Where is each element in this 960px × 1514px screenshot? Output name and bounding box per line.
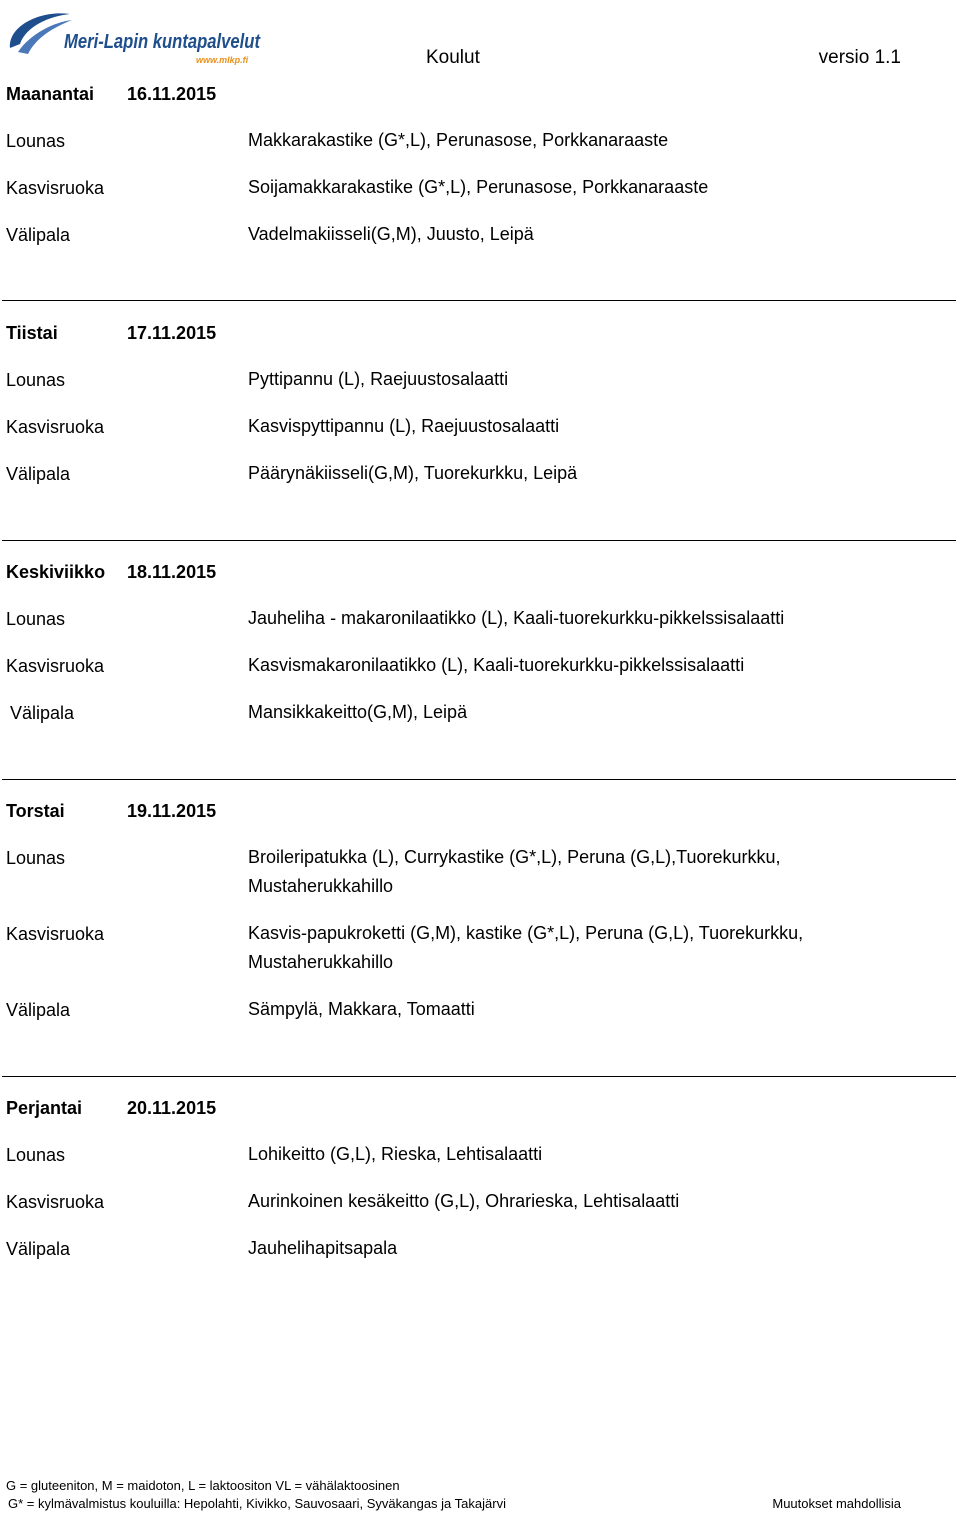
meal-text: Jauheliha - makaronilaatikko (L), Kaali-tuorekurkku-pikkelssisalaatti <box>248 608 785 628</box>
meal-text: Kasvispyttipannu (L), Raejuustosalaatti <box>248 416 560 436</box>
logo-url: www.mlkp.fi <box>196 55 249 65</box>
document-type: Koulut <box>426 47 480 68</box>
day-name: Perjantai <box>6 1098 83 1118</box>
meal-label: Välipala <box>6 1239 71 1259</box>
meal-label: Lounas <box>6 131 66 151</box>
meal-label: Lounas <box>6 848 66 868</box>
meal-label: Välipala <box>6 1000 71 1020</box>
day-name: Torstai <box>6 801 65 821</box>
footer-note: G* = kylmävalmistus kouluilla: Hepolahti, Kivikko, Sauvosaari, Syväkangas ja Takajärvi <box>8 1496 506 1511</box>
meal-text: Sämpylä, Makkara, Tomaatti <box>248 999 475 1019</box>
meal-label: Kasvisruoka <box>6 178 105 198</box>
day-name: Tiistai <box>6 323 58 343</box>
logo-text: Meri-Lapin kuntapalvelut <box>64 31 262 53</box>
meal-label: Välipala <box>6 225 71 245</box>
meal-text: Pyttipannu (L), Raejuustosalaatti <box>248 369 509 389</box>
meal-text: Makkarakastike (G*,L), Perunasose, Porkkanaraaste <box>248 130 669 150</box>
day-name: Maanantai <box>6 84 95 104</box>
meal-text: Mansikkakeitto(G,M), Leipä <box>248 702 468 722</box>
day-date: 17.11.2015 <box>127 323 217 343</box>
day-divider <box>2 779 956 780</box>
day-divider <box>2 300 956 301</box>
company-logo <box>6 4 262 68</box>
meal-label: Lounas <box>6 1145 66 1165</box>
day-header <box>0 556 960 588</box>
logo-swoosh-icon <box>10 13 70 48</box>
day-divider <box>2 540 956 541</box>
footer-changes-note: Muutokset mahdollisia <box>772 1496 901 1511</box>
meal-text: Vadelmakiisseli(G,M), Juusto, Leipä <box>248 224 534 244</box>
day-name: Keskiviikko <box>6 562 106 582</box>
meal-label: Kasvisruoka <box>6 417 105 437</box>
day-divider <box>2 1076 956 1077</box>
footer-legend: G = gluteeniton, M = maidoton, L = laktoositon VL = vähälaktoosinen <box>6 1478 400 1493</box>
day-date: 19.11.2015 <box>127 801 217 821</box>
meal-text: Broileripatukka (L), Currykastike (G*,L), Peruna (G,L),Tuorekurkku, Mustaherukkahillo <box>248 847 781 896</box>
meal-label: Välipala <box>10 703 75 723</box>
meal-text: Jauhelihapitsapala <box>248 1238 398 1258</box>
meal-label: Lounas <box>6 609 66 629</box>
meal-text: Kasvismakaronilaatikko (L), Kaali-tuorekurkku-pikkelssisalaatti <box>248 655 745 675</box>
day-date: 16.11.2015 <box>127 84 217 104</box>
meal-text: Lohikeitto (G,L), Rieska, Lehtisalaatti <box>248 1144 543 1164</box>
day-date: 18.11.2015 <box>127 562 217 582</box>
meal-label: Kasvisruoka <box>6 924 105 944</box>
meal-label: Kasvisruoka <box>6 1192 105 1212</box>
day-header <box>0 317 960 349</box>
meal-text: Kasvis-papukroketti (G,M), kastike (G*,L), Peruna (G,L), Tuorekurkku, Mustaherukkahillo <box>248 923 804 972</box>
meal-text: Soijamakkarakastike (G*,L), Perunasose, Porkkanaraaste <box>248 177 709 197</box>
meal-text: Aurinkoinen kesäkeitto (G,L), Ohrarieska, Lehtisalaatti <box>248 1191 680 1211</box>
meal-label: Kasvisruoka <box>6 656 105 676</box>
logo-graphic <box>6 4 262 68</box>
meal-label: Välipala <box>6 464 71 484</box>
meal-label: Lounas <box>6 370 66 390</box>
day-date: 20.11.2015 <box>127 1098 217 1118</box>
day-header <box>0 78 960 110</box>
version-label: versio 1.1 <box>818 47 901 68</box>
day-header <box>0 1092 960 1124</box>
day-header <box>0 795 960 827</box>
meal-text: Päärynäkiisseli(G,M), Tuorekurkku, Leipä <box>248 463 578 483</box>
